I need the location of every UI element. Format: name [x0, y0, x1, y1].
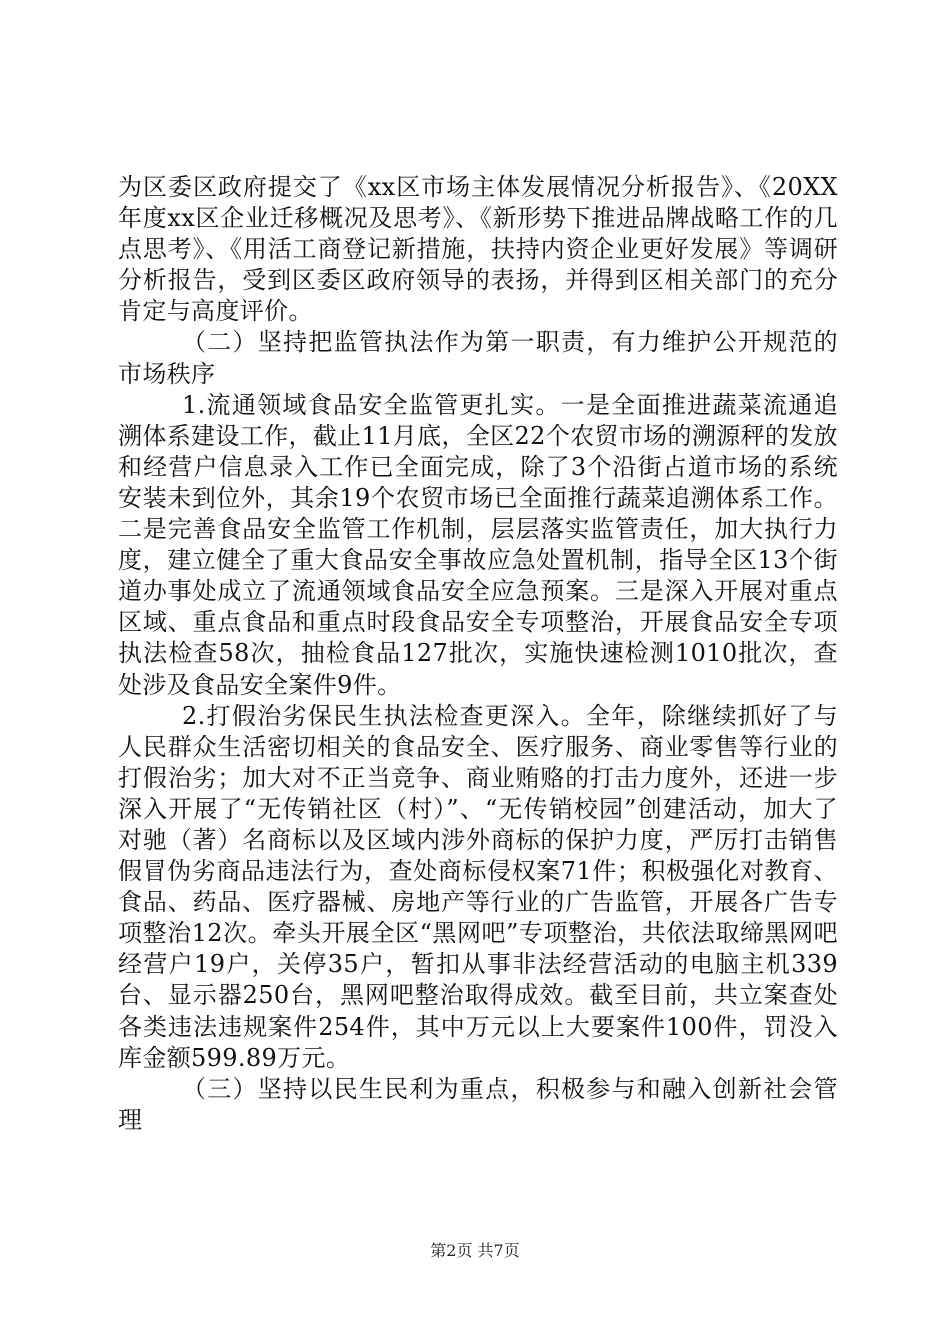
- page-footer: 第2页 共7页: [430, 1241, 520, 1260]
- section-heading-2: （二）坚持把监管执法作为第一职责，有力维护公开规范的市场秩序: [118, 328, 838, 388]
- section-heading-3: （三）坚持以民生民利为重点，积极参与和融入创新社会管理: [118, 1074, 838, 1134]
- paragraph-anti-counterfeit: 2.打假治劣保民生执法检查更深入。全年，除继续抓好了与人民群众生活密切相关的食品安全、医疗服务、商业零售等行业的打假治劣；加大对不正当竞争、商业贿赂的打击力度外，还进一步深入开展了“无传销社区（村）”、“无传销校园”创建活动，加大了对驰（著）名商标以及区域内涉外商标的保护力度，严厉打击销售假冒伪劣商品违法行为，查处商标侵权案71件；积极强化对教育、食品、药品、医疗器械、房地产等行业的广告监管，开展各广告专项整治12次。牵头开展全区“黑网吧”专项整治，共依法取缔黑网吧经营户19户，关停35户，暂扣从事非法经营活动的电脑主机339台、显示器250台，黑网吧整治取得成效。截至目前，共立案查处各类违法违规案件254件，其中万元以上大要案件100件，罚没入库金额599.89万元。: [118, 701, 838, 1072]
- document-body: [118, 172, 838, 1136]
- paragraph-food-safety: 1.流通领域食品安全监管更扎实。一是全面推进蔬菜流通追溯体系建设工作，截止11月底，全区22个农贸市场的溯源秤的发放和经营户信息录入工作已全面完成，除了3个沿街占道市场的系统安装未到位外，其余19个农贸市场已全面推行蔬菜追溯体系工作。二是完善食品安全监管工作机制，层层落实监管责任，加大执行力度，建立健全了重大食品安全事故应急处置机制，指导全区13个街道办事处成立了流通领域食品安全应急预案。三是深入开展对重点区域、重点食品和重点时段食品安全专项整治，开展食品安全专项执法检查58次，抽检食品127批次，实施快速检测1010批次，查处涉及食品安全案件9件。: [118, 390, 838, 699]
- paragraph-report-summary: 为区委区政府提交了《xx区市场主体发展情况分析报告》、《20XX年度xx区企业迁移概况及思考》、《新形势下推进品牌战略工作的几点思考》、《用活工商登记新措施，扶持内资企业更好发展》等调研分析报告，受到区委区政府领导的表扬，并得到区相关部门的充分肯定与高度评价。: [118, 173, 838, 326]
